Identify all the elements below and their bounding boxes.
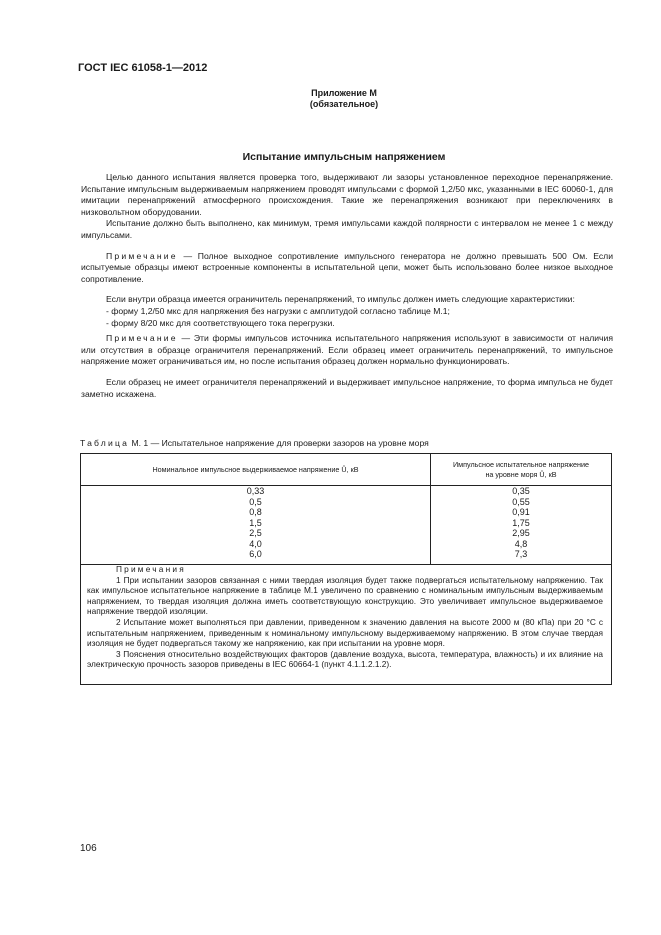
body-text	[81, 172, 613, 400]
table-cell: 0,35	[512, 486, 530, 496]
section-title: Испытание импульсным напряжением	[242, 151, 446, 163]
column-header-line: на уровне моря Û, кВ	[485, 469, 557, 479]
table-cell: 6,0	[249, 549, 262, 559]
note-text: — Эти формы импульсов источника испытательного напряжения используют в зависимости от наличия или отсутствия в образце ограничителя перенапряжений. Если образец имеет ограничитель перенапряжений, то импульсное напряжение может ограничиваться им, но после испытания образец должен нормально функционировать.	[81, 333, 613, 367]
table-note: 1 При испытании зазоров связанная с ними твердая изоляция будет также подвергаться испытательному напряжению. Так как импульсное испытательное напряжение в таблице М.1 увеличено по сравнению с номинальным импульсным выдерживаемым напряжением, то твердая изоляция должна иметь соответствующую конструкцию. Это увеличивает импульсное выдерживаемое напряжение твердой изоляции.	[87, 574, 603, 617]
table-cell: 0,55	[512, 496, 530, 507]
list-item: - форму 1,2/50 мкс для напряжения без нагрузки с амплитудой согласно таблице М.1;	[106, 305, 450, 316]
table-cell: 1,5	[249, 517, 262, 528]
table-note: 3 Пояснения относительно воздействующих факторов (давление воздуха, высота, температура, влажность) и их влияние на электрическую прочность зазоров приведены в IEC 60664-1 (пункт 4.1.1.2.1.2).	[87, 648, 603, 670]
table-cell: 0,91	[512, 507, 530, 517]
column-test-voltage	[431, 486, 611, 560]
table-cell: 4,8	[514, 538, 528, 549]
appendix-title: Приложение М	[311, 88, 377, 98]
paragraph-impulses: Испытание должно быть выполнено, как минимум, тремя импульсами каждой полярности с интервалом не менее 1 с между импульсами.	[81, 218, 613, 240]
note-generator	[81, 251, 613, 286]
table-notes-title: Примечания	[116, 564, 186, 574]
test-voltage-table	[80, 453, 612, 685]
note-waveforms	[81, 333, 613, 368]
paragraph-purpose: Целью данного испытания является проверка того, выдерживают ли зазоры установленное переходное перенапряжение. Испытание импульсным выдерживаемым напряжением проводят импульсами с формой 1,2/50 мкс, указанными в IEC 60060-1, для имитации перенапряжений атмосферного происхождения. Такие же перенапряжения возникают при переключениях в низковольтном оборудовании.	[81, 172, 613, 217]
column-header-rated-voltage: Номинальное импульсное выдерживаемое напряжение Û, кВ	[152, 464, 359, 474]
paragraph-no-limiter: Если образец не имеет ограничителя перенапряжений и выдерживает импульсное напряжение, то форма импульса не будет заметно искажена.	[81, 376, 613, 399]
table-notes	[87, 564, 603, 670]
column-header-test-voltage	[431, 454, 611, 485]
paragraph-limiter: Если внутри образца имеется ограничитель перенапряжений, то импульс должен иметь следующие характеристики:	[106, 294, 575, 305]
table-cell: 0,8	[249, 507, 262, 517]
page-number: 106	[80, 843, 97, 854]
appendix-heading	[78, 88, 610, 110]
table-cell: 7,3	[514, 549, 528, 559]
appendix-status: (обязательное)	[309, 99, 379, 109]
list-item: - форму 8/20 мкс для соответствующего тока перегрузки.	[106, 317, 335, 328]
table-caption-text: М. 1 — Испытательное напряжение для проверки зазоров на уровне моря	[129, 438, 429, 448]
table-cell: 2,95	[512, 528, 530, 538]
note-label: Примечание	[106, 333, 178, 344]
table-caption-label: Таблица	[80, 438, 130, 448]
table-caption	[80, 438, 429, 448]
standard-designation: ГОСТ IEC 61058-1—2012	[78, 62, 208, 74]
note-label: Примечание	[106, 250, 178, 261]
table-cell: 0,5	[249, 496, 262, 507]
table-note: 2 Испытание может выполняться при давлении, приведенном к значению давления на высоте 2000 м (80 кПа) при 20 °С с испытательным напряжением, приведенным к номинальному импульсному выдерживаемому напряжению. В этом случае твердая изоляция не будет подвергаться такому же напряжению, как при испытании на уровне моря.	[87, 616, 603, 649]
table-cell: 4,0	[249, 538, 262, 549]
table-cell: 2,5	[249, 528, 262, 538]
table-cell: 1,75	[512, 517, 530, 528]
column-rated-voltage	[81, 486, 430, 560]
column-header-line: Импульсное испытательное напряжение	[453, 459, 589, 469]
table-cell: 0,33	[246, 486, 265, 496]
note-text: — Полное выходное сопротивление импульсного генератора не должно превышать 500 Ом. Если испытуемые образцы имеют встроенные компоненты в испытательной цепи, может быть использовано более низкое выходное сопротивление.	[81, 250, 613, 284]
